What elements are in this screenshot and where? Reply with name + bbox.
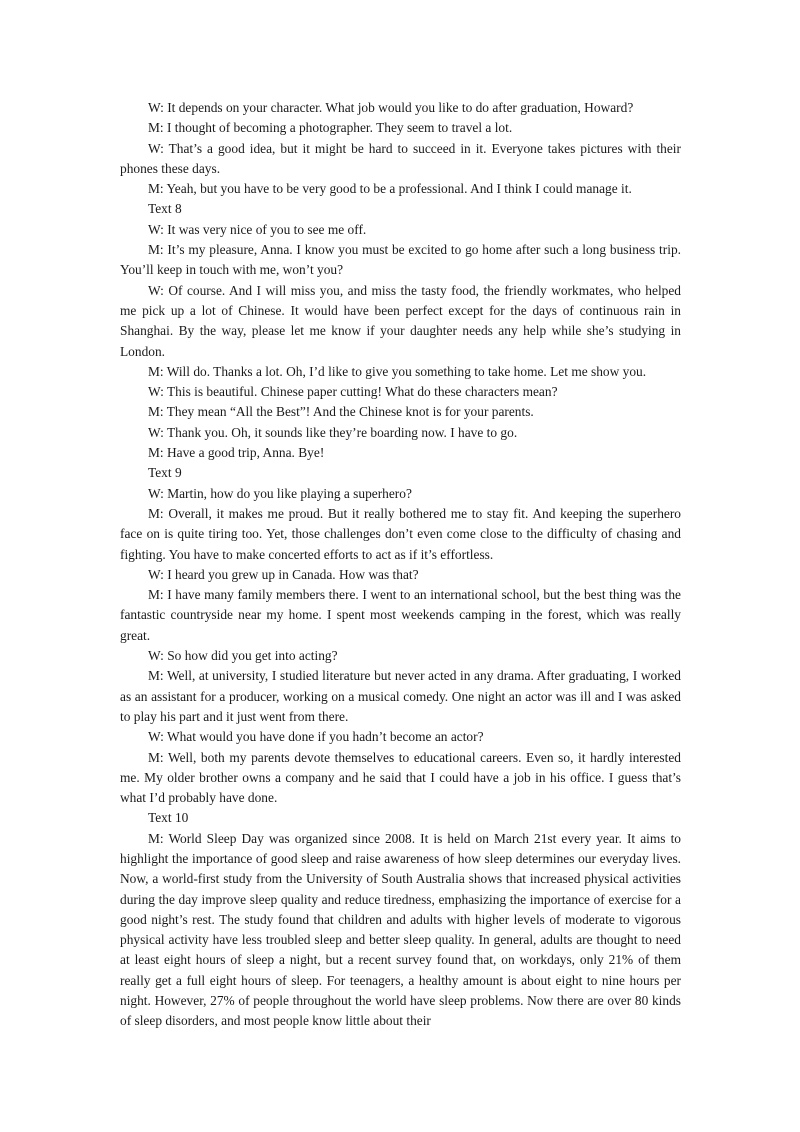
dialogue-line: M: Well, both my parents devote themselves to educational careers. Even so, it hardly interested me. My older brother owns a company and he said that I could have a job in his office. I guess that’s what I’d probably have done. bbox=[120, 749, 681, 806]
dialogue-line: M: Overall, it makes me proud. But it really bothered me to stay fit. And keeping the superhero face on is quite tiring too. Yet, those challenges don’t even come close to the difficulty of chasing and fighting. You have to make concerted efforts to act as if it’s effortless. bbox=[120, 505, 681, 562]
section-heading: Text 10 bbox=[148, 810, 189, 826]
dialogue-line: M: I have many family members there. I went to an international school, but the best thing was the fantastic countryside near my home. I spent most weekends camping in the forest, which was really great. bbox=[120, 587, 681, 643]
dialogue-line: W: This is beautiful. Chinese paper cutting! What do these characters mean? bbox=[148, 384, 558, 400]
transcript-page bbox=[120, 98, 681, 1032]
dialogue-line: W: It was very nice of you to see me off. bbox=[148, 221, 367, 237]
dialogue-line: W: I heard you grew up in Canada. How was that? bbox=[148, 566, 419, 582]
section-heading: Text 9 bbox=[148, 465, 182, 481]
dialogue-line: W: Martin, how do you like playing a superhero? bbox=[148, 485, 412, 501]
dialogue-line: W: What would you have done if you hadn’t become an actor? bbox=[148, 729, 484, 745]
dialogue-line: M: Will do. Thanks a lot. Oh, I’d like to give you something to take home. Let me show you. bbox=[148, 363, 647, 379]
dialogue-line: M: Have a good trip, Anna. Bye! bbox=[148, 445, 325, 461]
dialogue-line: W: So how did you get into acting? bbox=[148, 648, 338, 664]
dialogue-line: M: They mean “All the Best”! And the Chinese knot is for your parents. bbox=[148, 404, 534, 420]
section-heading: Text 8 bbox=[148, 201, 182, 217]
dialogue-line: M: Yeah, but you have to be very good to be a professional. And I think I could manage it. bbox=[148, 181, 632, 197]
monologue-paragraph: M: World Sleep Day was organized since 2008. It is held on March 21st every year. It aims to highlight the importance of good sleep and raise awareness of how sleep determines our everyday lives. Now, a world-first study from the University of South Australia shows that increased physical activities during the day improve sleep quality and reduce tiredness, emphasizing the importance of exercise for a good night’s rest. The study found that children and adults with higher levels of moderate to vigorous physical activity have less troubled sleep and better sleep quality. In general, adults are thought to need at least eight hours of sleep a night, but a recent survey found that, on workdays, only 21% of them really get a full eight hours of sleep. For teenagers, a healthy amount is about eight to nine hours per night. However, 27% of people throughout the world have sleep problems. Now there are over 80 kinds of sleep disorders, and most people know little about their bbox=[120, 830, 681, 1029]
dialogue-line: W: Thank you. Oh, it sounds like they’re boarding now. I have to go. bbox=[148, 424, 518, 440]
dialogue-line: M: Well, at university, I studied literature but never acted in any drama. After graduating, I worked as an assistant for a producer, working on a musical comedy. One night an actor was ill and I was asked to play his part and it just went from there. bbox=[120, 668, 681, 724]
dialogue-line: W: That’s a good idea, but it might be hard to succeed in it. Everyone takes pictures with their phones these days. bbox=[120, 140, 681, 176]
dialogue-line: W: It depends on your character. What job would you like to do after graduation, Howard? bbox=[148, 100, 634, 115]
dialogue-line: M: I thought of becoming a photographer. They seem to travel a lot. bbox=[148, 120, 513, 136]
dialogue-line: M: It’s my pleasure, Anna. I know you must be excited to go home after such a long business trip. You’ll keep in touch with me, won’t you? bbox=[120, 242, 681, 278]
dialogue-line: W: Of course. And I will miss you, and miss the tasty food, the friendly workmates, who helped me pick up a lot of Chinese. It would have been perfect except for the days of continuous rain in Shanghai. By the way, please let me know if your daughter needs any help while she’s studying in London. bbox=[120, 282, 681, 359]
